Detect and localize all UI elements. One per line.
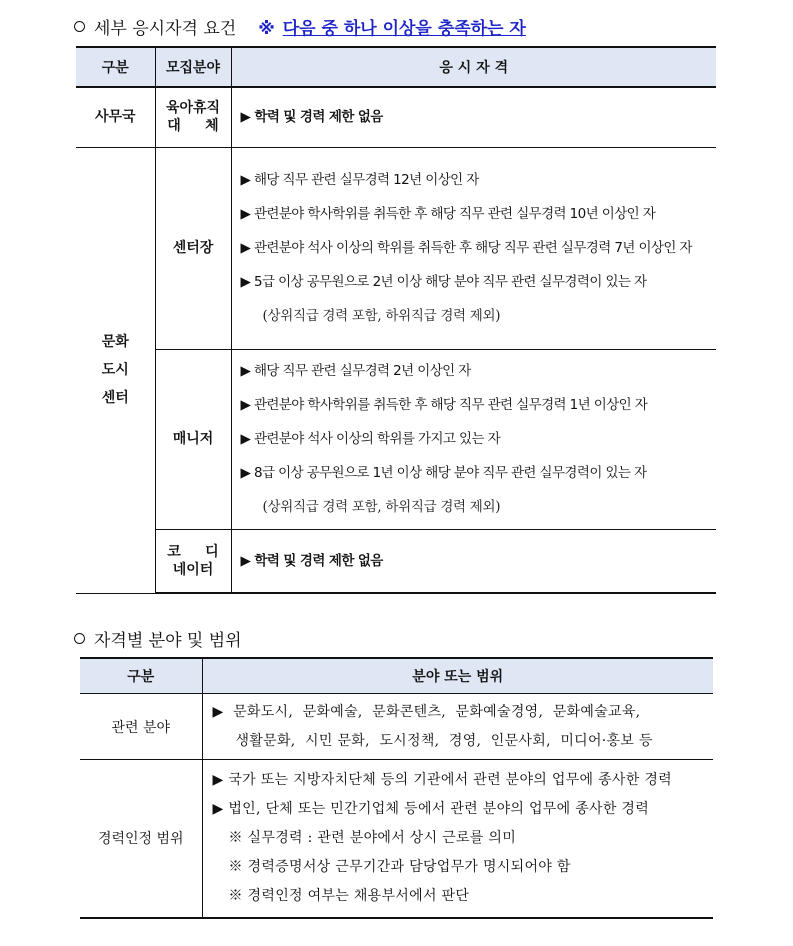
job-line: 대 체 — [167, 118, 219, 135]
label-related-field: 관련 분야 — [80, 694, 202, 760]
section2-heading — [74, 626, 242, 651]
note-text: 다음 중 하나 이상을 충족하는 자 — [282, 19, 526, 39]
job-director: 센터장 — [155, 147, 231, 349]
table-row — [76, 529, 716, 593]
category-office: 사무국 — [76, 87, 155, 147]
job-manager: 매니저 — [155, 349, 231, 529]
table-row — [76, 147, 716, 349]
qualification-cell — [231, 87, 716, 147]
qualification-cell — [231, 147, 716, 349]
qualification-item: ▶ 관련분야 석사 이상의 학위를 가지고 있는 자 — [240, 431, 501, 447]
header-category: 구분 — [80, 658, 202, 694]
career-item: ▶ 법인, 단체 또는 민간기업체 등에서 관련 분야의 업무에 종사한 경력 — [212, 800, 650, 817]
field-line: 생활문화, 시민 문화, 도시정책, 경영, 인문사회, 미디어·홍보 등 — [235, 732, 653, 749]
qualification-cell — [231, 529, 716, 593]
category-line: 문화 — [101, 334, 129, 350]
field-line: ▶ 문화도시, 문화예술, 문화콘텐츠, 문화예술경영, 문화예술교육, — [212, 703, 641, 720]
circle-bullet-icon — [74, 633, 85, 644]
table-header-row — [80, 658, 713, 694]
header-field-scope: 분야 또는 범위 — [202, 658, 713, 694]
career-reference: ※ 실무경력 : 관련 분야에서 상시 근로를 의미 — [228, 829, 517, 846]
section1-title: 세부 응시자격 요건 — [94, 19, 237, 39]
table-row — [80, 760, 713, 918]
field-scope-table — [80, 657, 713, 919]
qualification-item: ▶ 관련분야 석사 이상의 학위를 취득한 후 해당 직무 관련 실무경력 7년 이상인 자 — [240, 240, 692, 256]
qualification-note: (상위직급 경력 포함, 하위직급 경력 제외) — [262, 308, 501, 324]
table-header-row — [76, 47, 716, 87]
table-row — [76, 87, 716, 147]
qualification-cell — [231, 349, 716, 529]
job-coordinator — [155, 529, 231, 593]
qualification-item: ▶ 해당 직무 관련 실무경력 2년 이상인 자 — [240, 363, 471, 379]
header-qualification: 응 시 자 격 — [231, 47, 716, 87]
qualification-item: ▶ 해당 직무 관련 실무경력 12년 이상인 자 — [240, 172, 479, 188]
qualification-table — [76, 46, 716, 594]
qualification-item: ▶ 관련분야 학사학위를 취득한 후 해당 직무 관련 실무경력 1년 이상인 자 — [240, 397, 648, 413]
qualification-note: (상위직급 경력 포함, 하위직급 경력 제외) — [262, 499, 501, 515]
section2-title: 자격별 분야 및 범위 — [94, 631, 242, 651]
note-mark: ※ — [258, 19, 275, 39]
qualification-item: ▶ 5급 이상 공무원으로 2년 이상 해당 분야 직무 관련 실무경력이 있는 자 — [240, 274, 647, 290]
job-line: 육아휴직 — [165, 100, 221, 117]
section1-heading — [74, 14, 526, 39]
circle-bullet-icon — [74, 21, 85, 32]
table-row — [80, 694, 713, 760]
category-culture-center — [76, 147, 155, 593]
label-career-scope: 경력인정 범위 — [80, 760, 202, 918]
field-cell — [202, 694, 713, 760]
header-category: 구분 — [76, 47, 155, 87]
career-item: ▶ 국가 또는 지방자치단체 등의 기관에서 관련 분야의 업무에 종사한 경력 — [212, 771, 672, 788]
category-line: 도시 — [101, 362, 129, 378]
job-line: 코 디 — [167, 543, 219, 560]
career-reference: ※ 경력증명서상 근무기간과 담당업무가 명시되어야 함 — [228, 858, 571, 875]
header-job: 모집분야 — [155, 47, 231, 87]
qualification-item: ▶ 학력 및 경력 제한 없음 — [240, 109, 383, 126]
job-line: 네이터 — [172, 561, 214, 578]
career-cell — [202, 760, 713, 918]
career-reference: ※ 경력인정 여부는 채용부서에서 판단 — [228, 887, 470, 904]
requirement-note — [258, 14, 526, 39]
qualification-item: ▶ 8급 이상 공무원으로 1년 이상 해당 분야 직무 관련 실무경력이 있는 자 — [240, 465, 647, 481]
qualification-item: ▶ 관련분야 학사학위를 취득한 후 해당 직무 관련 실무경력 10년 이상인 자 — [240, 206, 656, 222]
qualification-item: ▶ 학력 및 경력 제한 없음 — [240, 552, 383, 569]
category-line: 센터 — [101, 390, 129, 406]
table-row — [76, 349, 716, 529]
job-parental-leave — [155, 87, 231, 147]
